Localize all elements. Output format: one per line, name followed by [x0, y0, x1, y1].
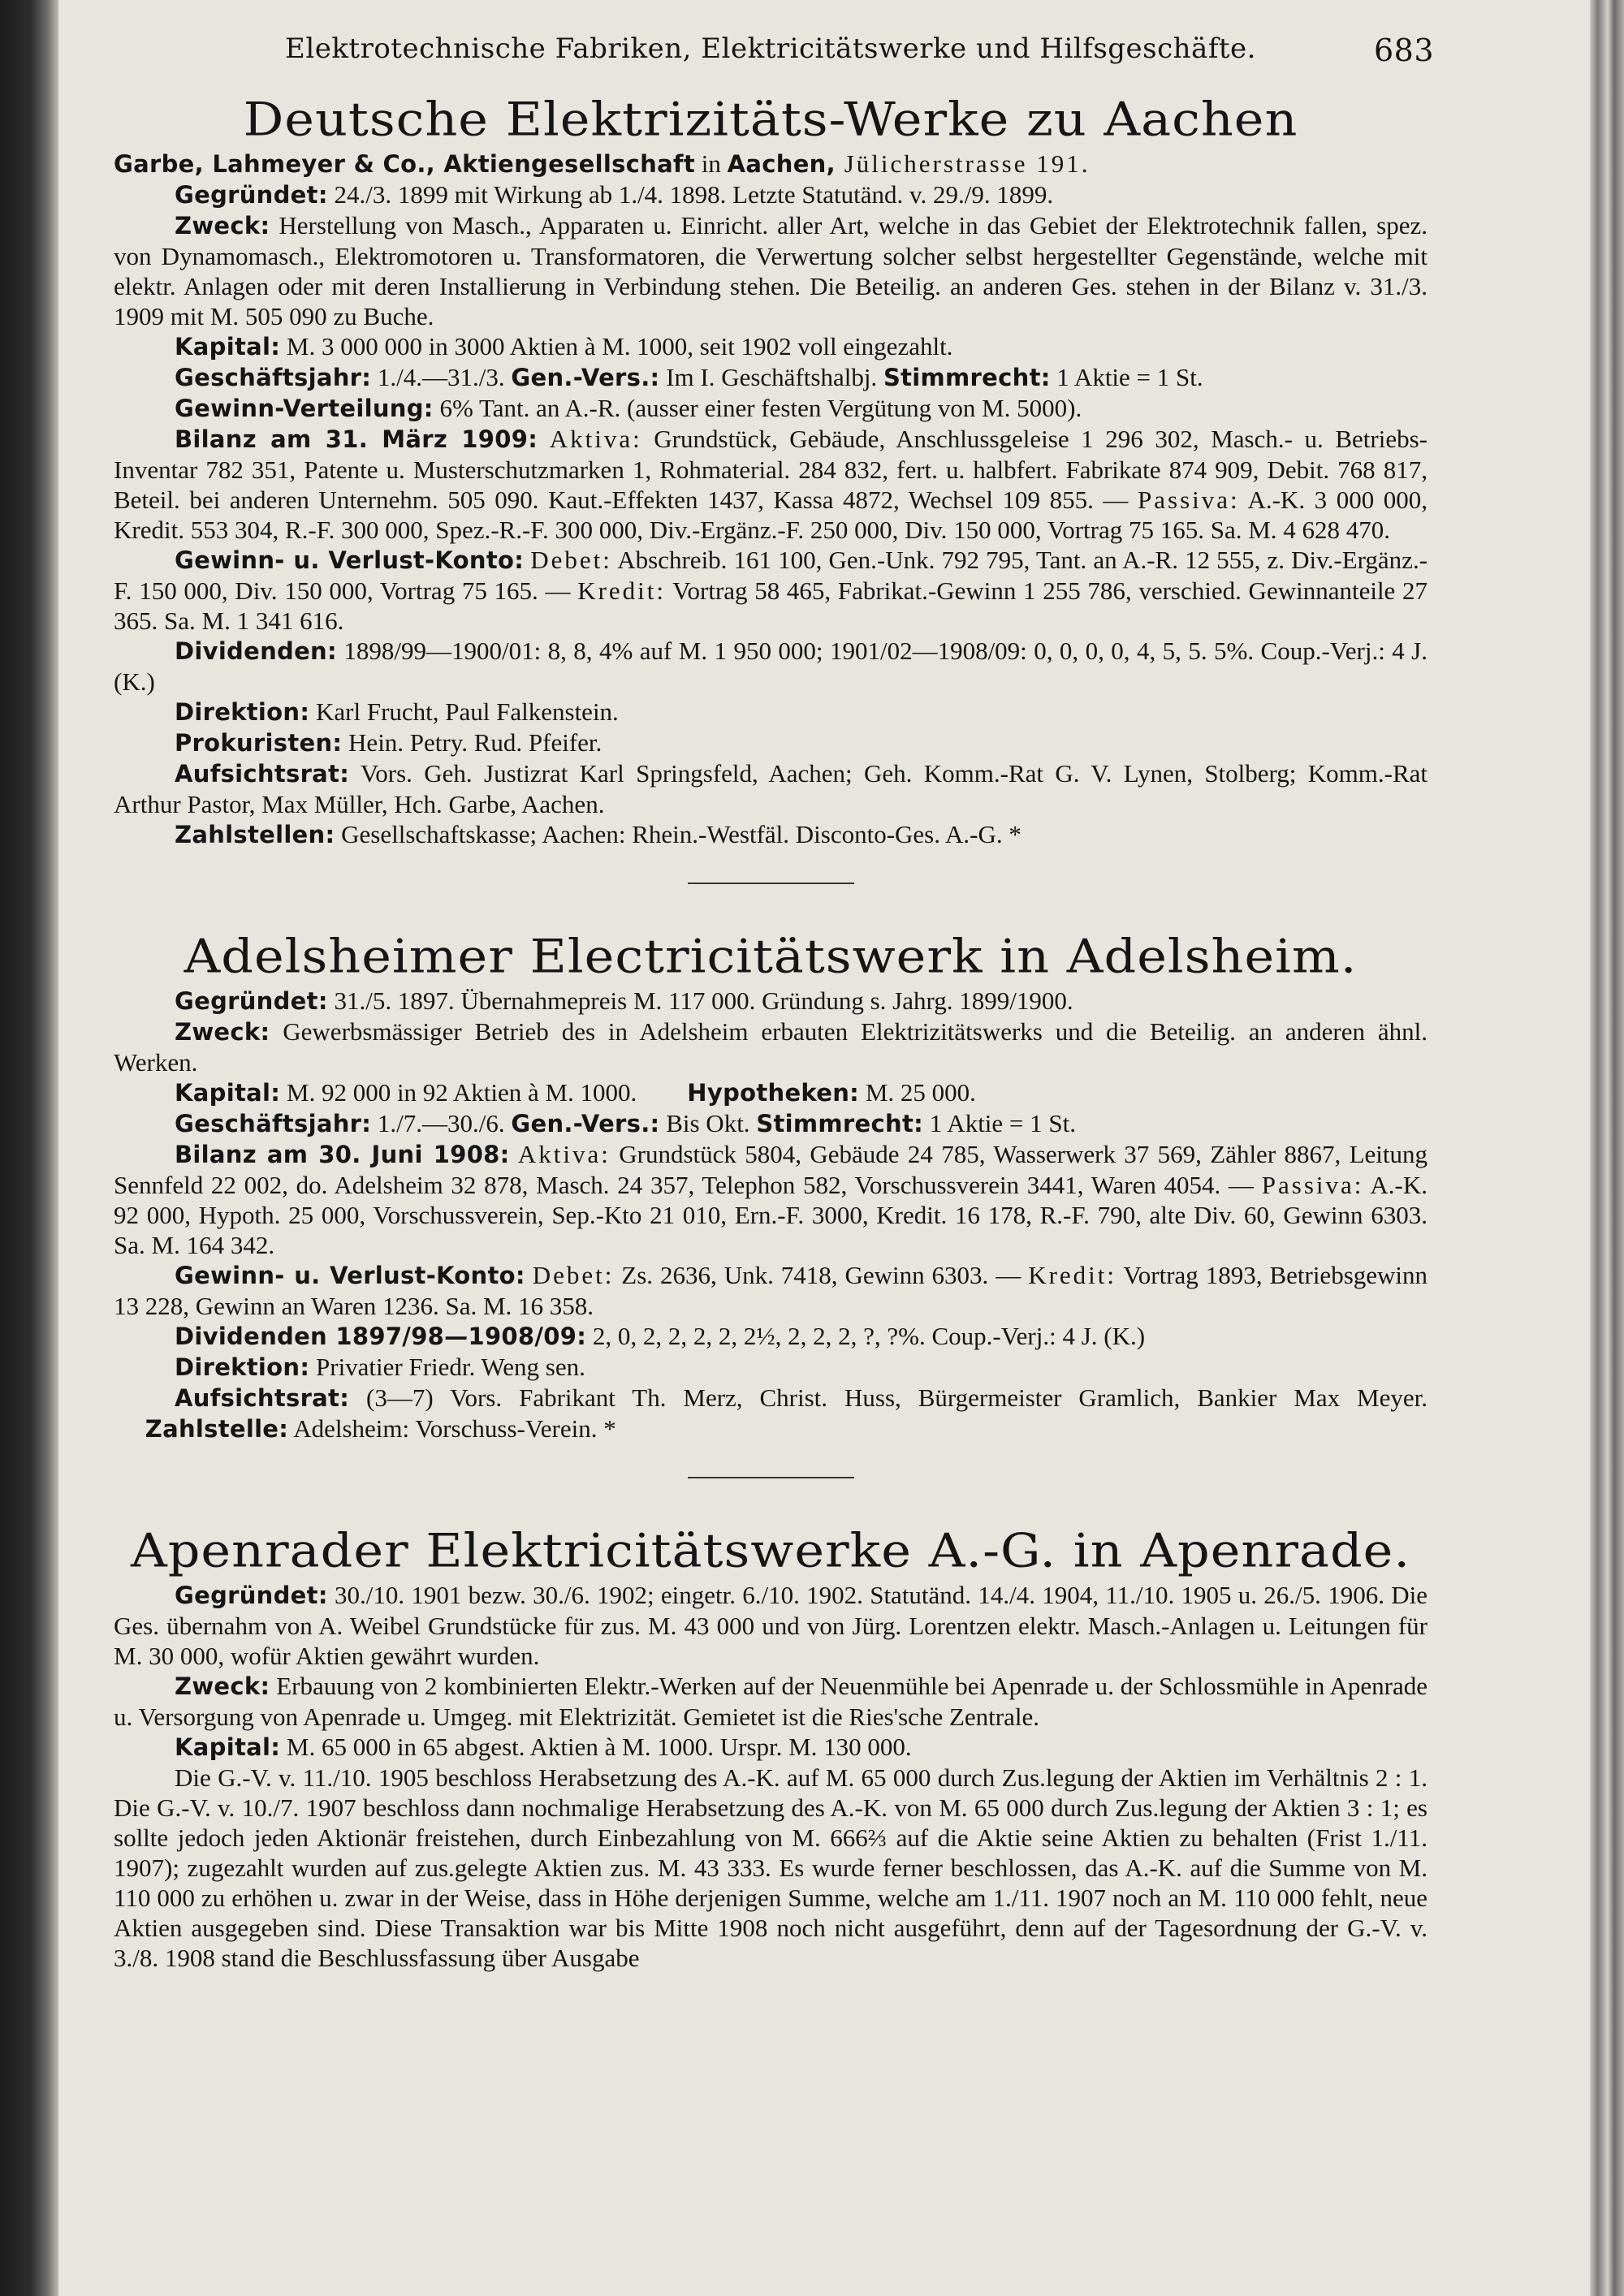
entry-title: Apenrader Elektricitätswerke A.-G. in Apenrade.: [130, 1522, 1411, 1578]
capital: Kapital: M. 65 000 in 65 abgest. Aktien à M. 1000. Urspr. M. 130 000.: [175, 1733, 912, 1761]
directors: Direktion: Karl Frucht, Paul Falkenstein.: [175, 697, 619, 726]
running-title: Elektrotechnische Fabriken, Elektricitätswerke und Hilfsgeschäfte.: [285, 32, 1256, 65]
supervisory-board: Aufsichtsrat: (3—7) Vors. Fabrikant Th. Merz, Christ. Huss, Bürgermeister Gramlich, Bankier Max Meyer. Zahlstelle: Adelsheim: Vorschuss-Verein. *: [145, 1383, 1427, 1443]
capital: Kapital: M. 92 000 in 92 Aktien à M. 1000. Hypotheken: M. 25 000.: [175, 1078, 976, 1107]
purpose: Zweck: Gewerbsmässiger Betrieb des in Adelsheim erbauten Elektrizitätswerks und die Beteilig. an anderen ähnl. Werken.: [114, 1017, 1427, 1077]
entry-deutsche-elektrizitaets-werke: [114, 89, 1427, 850]
paying-agents: Zahlstellen: Gesellschaftskasse; Aachen: Rhein.-Westfäl. Disconto-Ges. A.-G. *: [175, 820, 1021, 848]
profit-distribution: Gewinn-Verteilung: 6% Tant. an A.-R. (ausser einer festen Vergütung von M. 5000).: [175, 394, 1082, 422]
dividends: Dividenden: 1898/99—1900/01: 8, 8, 4% auf M. 1 950 000; 1901/02—1908/09: 0, 0, 0, 0, 4, 5, 5. 5%. Coup.-Verj.: 4 J. (K.): [114, 637, 1427, 696]
balance-sheet: Bilanz am 30. Juni 1908: Aktiva: Grundstück 5804, Gebäude 24 785, Wasserwerk 37 569, Zähler 8867, Leitung Sennfeld 22 002, do. Adelsheim 32 878, Masch. 24 357, Telephon 582, Vorschussverein 3441, Waren 4054. — Passiva: A.-K. 92 000, Hypoth. 25 000, Vorschussverein, Sep.-Kto 21 010, Ern.-F. 3000, Kredit. 16 178, R.-F. 790, alte Div. 60, Gewinn 6303. Sa. M. 164 342.: [114, 1140, 1428, 1259]
entry-title: Adelsheimer Electricitätswerk in Adelsheim.: [184, 928, 1358, 984]
page-number: 683: [1373, 32, 1434, 68]
purpose: Zweck: Erbauung von 2 kombinierten Elektr.-Werken auf der Neuenmühle bei Apenrade u. der Schlossmühle in Apenrade u. Versorgung von Apenrade u. Umgeg. mit Elektrizität. Gemietet ist die Ries'sche Zentrale.: [114, 1672, 1427, 1731]
document-page: [114, 32, 1434, 1973]
founded: Gegründet: 30./10. 1901 bezw. 30./6. 1902; eingetr. 6./10. 1902. Statutänd. 14./4. 1904, 11./10. 1905 u. 26./5. 1906. Die Ges. übernahm von A. Weibel Grundstücke für zus. M. 43 000 und von Jürg. Lorentzen elektr. Masch.-Anlagen u. Leitungen für M. 30 000, wofür Aktien gewährt wurden.: [114, 1581, 1427, 1670]
procurists: Prokuristen: Hein. Petry. Rud. Pfeifer.: [175, 728, 603, 757]
capital-history: Die G.-V. v. 11./10. 1905 beschloss Herabsetzung des A.-K. auf M. 65 000 durch Zus.legung der Aktien im Verhältnis 2 : 1. Die G.-V. v. 10./7. 1907 beschloss dann nochmalige Herabsetzung des A.-K. von M. 65 000 durch Zus.legung der Aktien 3 : 1; es sollte jedoch jeden Aktionär freistehen, durch Einbezahlung von M. 666⅔ auf die Aktie seine Aktien zu behalten (Frist 1./11. 1907); zugezahlt wurden auf zus.gelegte Aktien zus. M. 43 333. Es wurde ferner beschlossen, das A.-K. auf die Summe von M. 110 000 zu erhöhen u. zwar in der Weise, dass in Höhe derjenigen Summe, welche am 1./11. 1907 noch an M. 110 000 fehlt, neue Aktien ausgegeben sind. Diese Transaktion war bis Mitte 1908 noch nicht ausgeführt, denn auf der Tagesordnung der G.-V. v. 3./8. 1908 stand die Beschlussfassung über Ausgabe: [114, 1763, 1427, 1972]
fiscal-year: Geschäftsjahr: 1./4.—31./3. Gen.-Vers.: Im I. Geschäftshalbj. Stimmrecht: 1 Aktie = 1 St.: [175, 363, 1203, 391]
firm-city: Aachen,: [727, 150, 836, 178]
balance-sheet: Bilanz am 31. März 1909: Aktiva: Grundstück, Gebäude, Anschlussgeleise 1 296 302, Masch.- u. Betriebs-Inventar 782 351, Patente u. Musterschutzmarken 1, Rohmaterial. 284 832, fert. u. halbfert. Fabrikate 874 909, Debit. 768 817, Beteil. bei anderen Unternehm. 505 090. Kaut.-Effekten 1437, Kassa 4872, Wechsel 109 855. — Passiva: A.-K. 3 000 000, Kredit. 553 304, R.-F. 300 000, Spez.-R.-F. 300 000, Div.-Ergänz.-F. 250 000, Div. 150 000, Vortrag 75 165. Sa. M. 4 628 470.: [114, 425, 1428, 544]
profit-loss-account: Gewinn- u. Verlust-Konto: Debet: Zs. 2636, Unk. 7418, Gewinn 6303. — Kredit: Vortrag 1893, Betriebsgewinn 13 228, Gewinn an Waren 1236. Sa. M. 16 358.: [114, 1261, 1428, 1320]
section-divider: [688, 1477, 854, 1478]
fiscal-year: Geschäftsjahr: 1./7.—30./6. Gen.-Vers.: Bis Okt. Stimmrecht: 1 Aktie = 1 St.: [175, 1109, 1077, 1137]
book-binding-shadow: [0, 0, 58, 2296]
entry-title: Deutsche Elektrizitäts-Werke zu Aachen: [243, 91, 1298, 147]
firm-name: Garbe, Lahmeyer & Co., Aktiengesellschaft: [114, 150, 696, 178]
firm-line: Garbe, Lahmeyer & Co., Aktiengesellschaft in Aachen, Jülicherstrasse 191.: [114, 149, 1091, 178]
section-divider: [688, 883, 854, 884]
profit-loss-account: Gewinn- u. Verlust-Konto: Debet: Abschreib. 161 100, Gen.-Unk. 792 795, Tant. an A.-R. 12 555, z. Div.-Ergänz.-F. 150 000, Div. 150 000, Vortrag 75 165. — Kredit: Vortrag 58 465, Fabrikat.-Gewinn 1 255 786, verschied. Gewinnanteile 27 365. Sa. M. 1 341 616.: [114, 546, 1428, 635]
running-header: [114, 32, 1434, 75]
supervisory-board: Aufsichtsrat: Vors. Geh. Justizrat Karl Springsfeld, Aachen; Geh. Komm.-Rat G. V. Lynen, Stolberg; Komm.-Rat Arthur Pastor, Max Müller, Hch. Garbe, Aachen.: [114, 759, 1427, 818]
purpose: Zweck: Herstellung von Masch., Apparaten u. Einricht. aller Art, welche in das Gebiet der Elektrotechnik fallen, spez. von Dynamomasch., Elektromotoren u. Transformatoren, die Verwertung solcher selbst hergestellter Gegenstände, welche mit elektr. Anlagen oder mit deren Installierung in Verbindung stehen. Die Beteilig. an anderen Ges. stehen in der Bilanz v. 31./3. 1909 mit M. 505 090 zu Buche.: [114, 211, 1427, 330]
page-edge-shadow: [1590, 0, 1624, 2296]
capital: Kapital: M. 3 000 000 in 3000 Aktien à M. 1000, seit 1902 voll eingezahlt.: [175, 332, 953, 360]
dividends: Dividenden 1897/98—1908/09: 2, 0, 2, 2, 2, 2, 2½, 2, 2, 2, ?, ?%. Coup.-Verj.: 4 J. (K.): [175, 1322, 1146, 1350]
founded: Gegründet: 24./3. 1899 mit Wirkung ab 1./4. 1898. Letzte Statutänd. v. 29./9. 1899.: [175, 180, 1054, 209]
entry-apenrader-elektricitaetswerke: [114, 1521, 1427, 1973]
directors: Direktion: Privatier Friedr. Weng sen.: [175, 1353, 585, 1381]
firm-address: Jülicherstrasse 191.: [835, 149, 1091, 178]
entry-adelsheimer-electricitaetswerk: [114, 926, 1427, 1444]
founded: Gegründet: 31./5. 1897. Übernahmepreis M. 117 000. Gründung s. Jahrg. 1899/1900.: [175, 986, 1073, 1015]
